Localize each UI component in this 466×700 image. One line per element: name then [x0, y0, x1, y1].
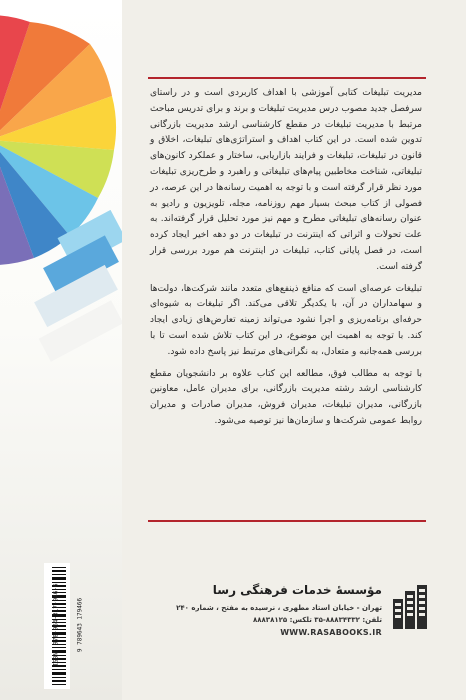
back-cover-description [150, 86, 422, 436]
paragraph-2: تبلیغات عرصه‌ای است که منافع ذینفع‌های متعدد مانند شرکت‌ها، دولت‌ها و سهامداران در آن، با یکدیگر تلاقی می‌کند. اگر تبلیغات به شیوه‌ای حرفه‌ای برنامه‌ریزی و اجرا نشود می‌تواند زمینه تعارض‌های زیادی ایجاد کند. با توجه به اهمیت این موضوع، در این کتاب تلاش شده است تا با بررسی همه‌جانبه و متعادل، به نگرانی‌های مرتبط نیز پاسخ داده شود. [150, 283, 422, 357]
publisher-address: تهران - خیابان استاد مطهری ، نرسیده به مفتح ، شماره ۲۴۰ [176, 604, 382, 612]
isbn-digits: 9 789643 179466 [76, 597, 84, 653]
bottom-red-rule [148, 520, 426, 522]
isbn-label: ISBN: 978-964-317-946-6 [52, 583, 60, 667]
paragraph-1: مدیریت تبلیغات کتابی آموزشی با اهداف کاربردی است و در راستای سرفصل جدید مصوب درس مدیریت تبلیغات و برند و برای تدریس مباحث مرتبط با مدیریت تبلیغات در مقطع کارشناسی ارشد مدیریت بازرگانی تدوین شده است. در این کتاب اهداف و استراتژی‌های تبلیغات، اخلاق و قانون در تبلیغات، تبلیغات و فرایند بازاریابی، ساختار و عملکرد کانون‌های تبلیغاتی، شناخت مخاطبین پیام‌های تبلیغاتی و راهبرد و طرح‌ریزی تبلیغات مورد نظر قرار گرفته است و با توجه به اهمیت رسانه‌ها در این عرصه، در فصولی از کتاب مبحث بسیار مهم روزنامه، مجله، تلویزیون و رادیو به عنوان رسانه‌های تبلیغاتی مطرح و مهم نیز مورد تحلیل قرار گرفته‌اند. به علت تحولات و اثراتی که اینترنت در تبلیغات در دو دهه اخیر ایجاد کرده است، در فصل پایانی کتاب، تبلیغات در اینترنت هم مورد بررسی قرار گرفته است. [150, 88, 422, 272]
publisher-website: WWW.RASABOOKS.IR [280, 628, 382, 637]
top-red-rule [148, 77, 426, 79]
publisher-phone: تلفن: ۸۸۸۳۴۳۳۲-۳۵ تلکس: ۸۸۸۳۸۱۲۵ [252, 616, 382, 624]
publisher-name: مؤسسهٔ خدمات فرهنگی رسا [212, 583, 382, 597]
paragraph-3: با توجه به مطالب فوق، مطالعه این کتاب علاوه بر دانشجویان مقطع کارشناسی ارشد رشته مدیریت بازرگانی، برای مدیران عامل، معاونین بازرگانی، مدیران تبلیغات، مدیران فروش، مدیران صادرات و مدیران روابط عمومی شرکت‌ها و سازمان‌ها نیز توصیه می‌شود. [150, 368, 422, 426]
publisher-logo-icon [393, 585, 427, 633]
